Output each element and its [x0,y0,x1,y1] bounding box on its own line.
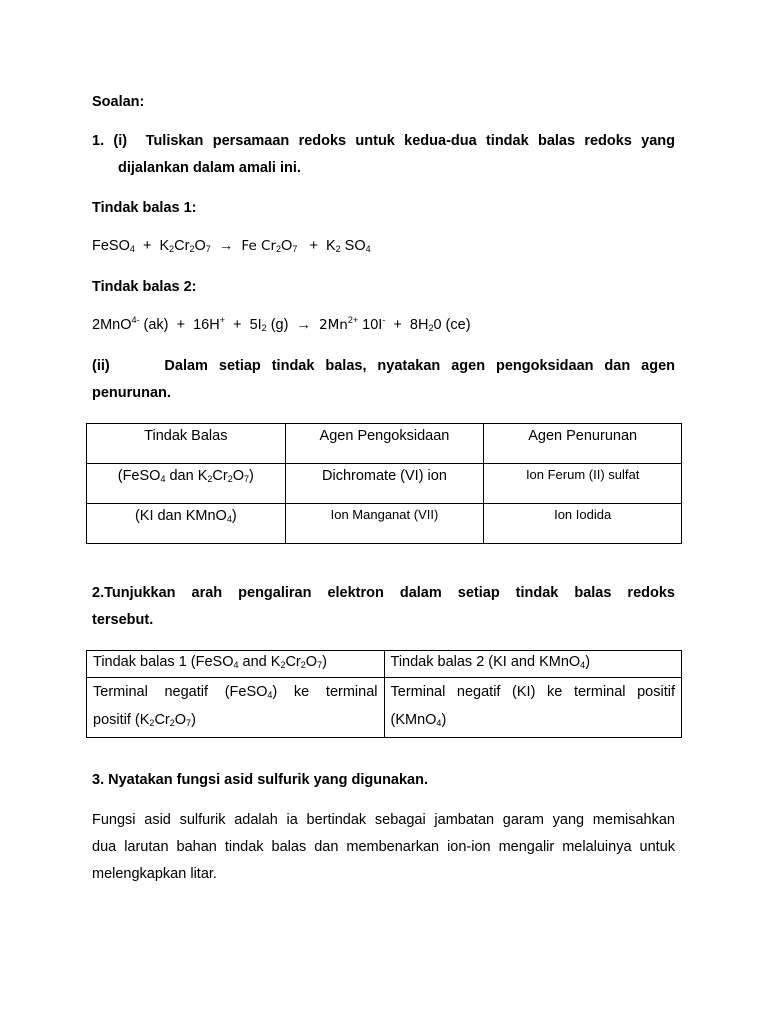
part-ii-number: (ii) [92,358,110,374]
page-heading: Soalan: [92,94,145,110]
table-cell: Ion Iodida [484,504,682,544]
reaction1-label: Tindak balas 1: [92,200,197,216]
table-header-cell: Tindak Balas [87,424,286,464]
agent-table [86,423,682,544]
q1-line2: dijalankan dalam amali ini. [118,160,301,176]
q3-title: 3. Nyatakan fungsi asid sulfurik yang digunakan. [92,772,428,788]
table-cell: Terminal negatif (FeSO$_4$) ke terminal positif $(K_2Cr_2O_7)$ [87,678,385,738]
reaction2-equation: 2MnO$^{4-}$ $(ak) + 16H^+ + 5I_2$ $(g) \to 2Mn^{2+}$ $10I^- + 8H_20$ (ce) [92,315,471,333]
table-cell: (KI dan KMnO$_4$) [87,504,286,544]
q2-line2: tersebut. [92,612,154,628]
table-header-cell: Tindak balas 2 (KI and KMnO$_4$) [384,651,682,678]
table-header-row [87,424,682,464]
table-row [87,678,682,738]
table-header-cell: Agen Penurunan [484,424,682,464]
reaction2-label: Tindak balas 2: [92,279,197,295]
q1-number: 1. (i) [92,133,128,149]
q1-part-ii-line2: penurunan. [92,385,171,401]
electron-flow-table [86,650,682,738]
table-header-row [87,651,682,678]
q1-part-ii-line1 [92,358,675,374]
q3-answer-line3: melengkapkan litar. [92,866,217,882]
table-cell: Ion Manganat (VII) [285,504,484,544]
q1-line1 [92,133,675,149]
table-cell: Dichromate (VI) ion [285,464,484,504]
table-header-cell: Tindak balas 1 (FeSO$_4$ and $K_2Cr_2O_7$) [87,651,385,678]
table-row [87,504,682,544]
q2-line1: 2.Tunjukkan arah pengaliran elektron dalam setiap tindak balas redoks [92,585,675,601]
part-ii-text: Dalam setiap tindak balas, nyatakan agen pengoksidaan dan agen [164,358,675,374]
table-row [87,464,682,504]
q1-text: Tuliskan persamaan redoks untuk kedua-dua tindak balas redoks yang [145,133,676,149]
table-cell: (FeSO$_4$ dan $K_2Cr_2O_7$) [87,464,286,504]
q3-answer-line2: dua larutan bahan tindak balas dan membenarkan ion-ion mengalir melaluinya untuk [92,839,675,855]
q3-answer-line1: Fungsi asid sulfurik adalah ia bertindak sebagai jambatan garam yang memisahkan [92,812,675,828]
table-header-cell: Agen Pengoksidaan [285,424,484,464]
table-cell: Terminal negatif (KI) ke terminal positif (KMnO$_4$) [384,678,682,738]
reaction1-equation: FeSO$_4$ + $K_2Cr_2O_7 \to Fe$ $Cr_2O_7$ + $K_2$ $SO_4$ [92,238,371,254]
table-cell: Ion Ferum (II) sulfat [484,464,682,504]
